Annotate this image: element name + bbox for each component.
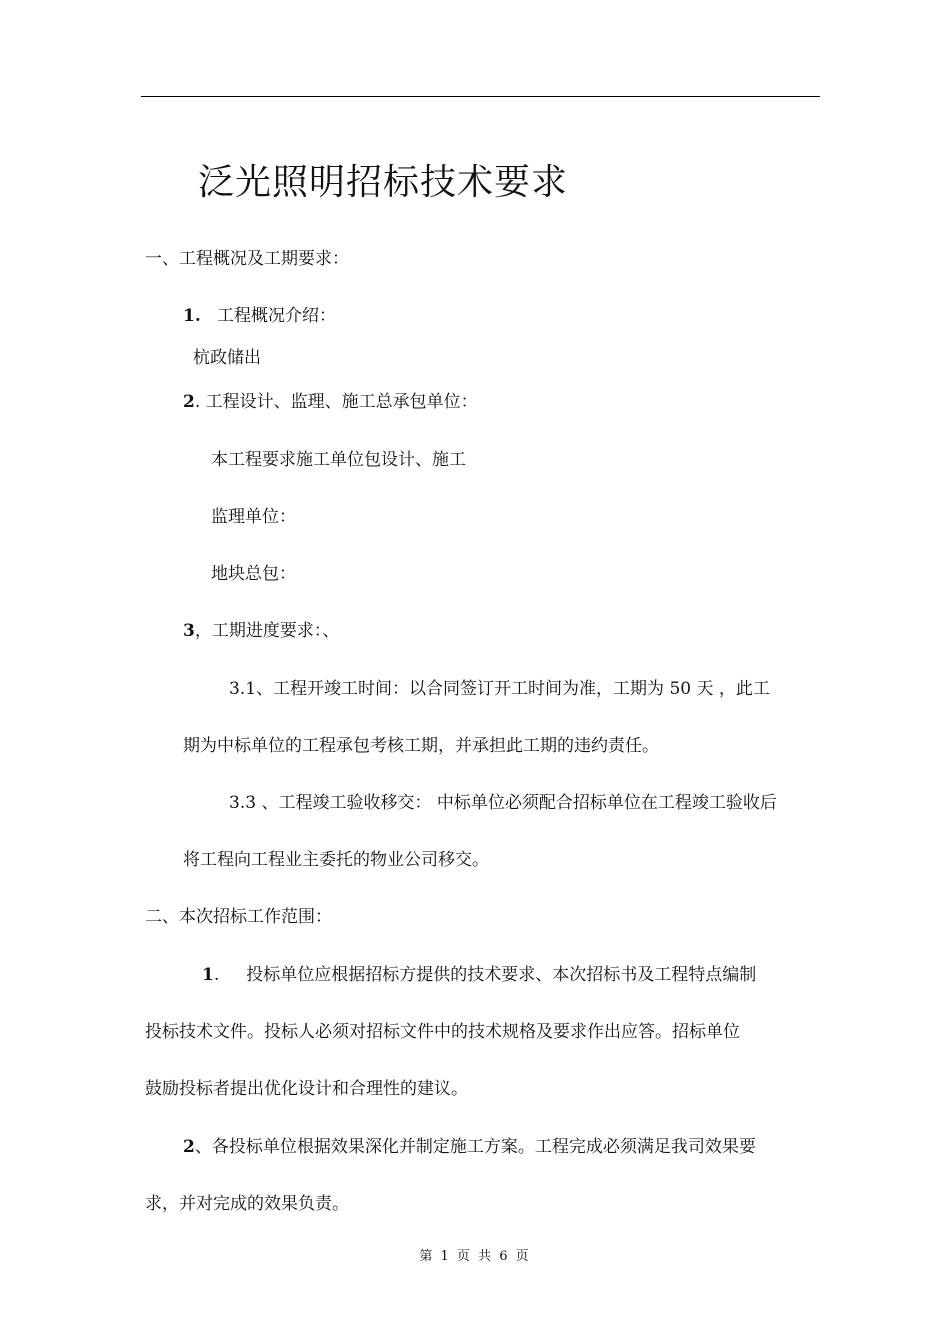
document-title: 泛光照明招标技术要求 bbox=[198, 162, 569, 203]
section-2-heading: 二、本次招标工作范围： bbox=[145, 907, 332, 927]
paragraph-2-line-2: 求，并对完成的效果负责。 bbox=[145, 1194, 349, 1214]
item-3-3-line-1: 3.3 、工程竣工验收移交： 中标单位必须配合招标单位在工程竣工验收后 bbox=[229, 793, 777, 813]
paragraph-2-line-1 bbox=[183, 1137, 756, 1157]
item-3-label: ，工期进度要求：、 bbox=[194, 621, 340, 641]
item-2-line-3: 地块总包： bbox=[211, 564, 296, 584]
paragraph-2-number: 2 bbox=[183, 1137, 195, 1157]
page-footer: 第 1 页 共 6 页 bbox=[419, 1249, 531, 1264]
paragraph-1-line-1 bbox=[202, 965, 756, 985]
item-1-text: 杭政储出 bbox=[193, 348, 261, 368]
paragraph-2-text: 、各投标单位根据效果深化并制定施工方案。工程完成必须满足我司效果要 bbox=[194, 1137, 756, 1157]
item-1-label: 工程概况介绍： bbox=[216, 306, 336, 326]
item-1-number: 1. bbox=[183, 306, 201, 326]
item-3-1-line-1: 3.1、工程开竣工时间：以合同签订开工时间为准，工期为 50 天 ，此工 bbox=[229, 679, 770, 699]
item-2-label: . 工程设计、监理、施工总承包单位： bbox=[194, 392, 478, 412]
item-2-line-2: 监理单位： bbox=[211, 507, 296, 527]
item-3-3-line-2: 将工程向工程业主委托的物业公司移交。 bbox=[183, 850, 489, 870]
item-3-1-line-2: 期为中标单位的工程承包考核工期，并承担此工期的违约责任。 bbox=[183, 736, 659, 756]
paragraph-1-line-2: 投标技术文件。投标人必须对招标文件中的技术规格及要求作出应答。招标单位 bbox=[145, 1022, 740, 1042]
paragraph-1-text: . 投标单位应根据招标方提供的技术要求、本次招标书及工程特点编制 bbox=[213, 965, 757, 985]
item-3 bbox=[183, 621, 339, 641]
paragraph-1-line-3: 鼓励投标者提出优化设计和合理性的建议。 bbox=[145, 1079, 468, 1099]
item-1 bbox=[183, 306, 336, 326]
item-2-line-1: 本工程要求施工单位包设计、施工 bbox=[211, 450, 466, 470]
item-2 bbox=[183, 392, 478, 412]
header-rule bbox=[141, 96, 820, 97]
item-3-number: 3 bbox=[183, 621, 195, 641]
section-1-heading: 一、工程概况及工期要求： bbox=[145, 249, 349, 269]
item-2-number: 2 bbox=[183, 392, 195, 412]
paragraph-1-number: 1 bbox=[202, 965, 214, 985]
